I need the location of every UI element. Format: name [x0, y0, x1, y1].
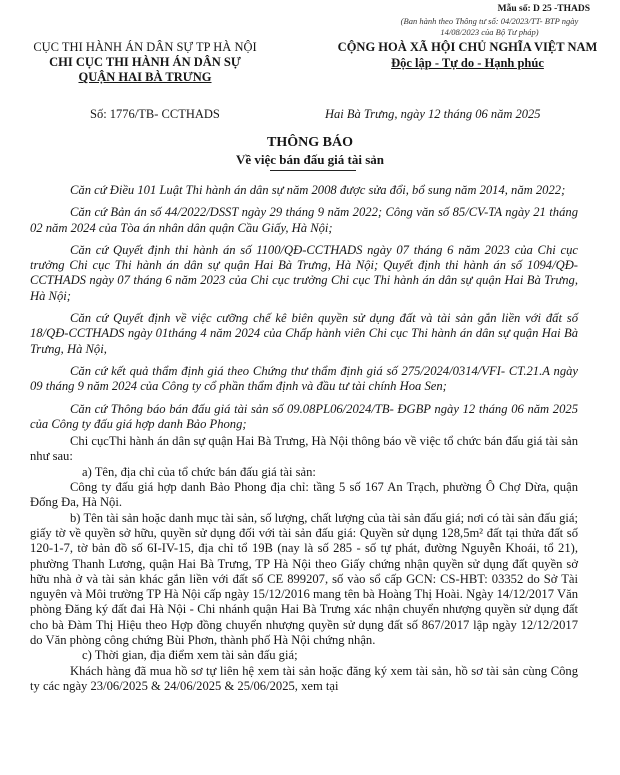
legal-basis-1: Căn cứ Điều 101 Luật Thi hành án dân sự năm 2008 được sửa đổi, bổ sung năm 2014, năm 2022; — [70, 183, 566, 197]
subtitle-divider — [270, 170, 356, 171]
notice-title: THÔNG BÁO — [267, 135, 353, 150]
document-number: Số: 1776/TB- CCTHADS — [90, 107, 220, 121]
legal-basis-4: Căn cứ Quyết định về việc cưỡng chế kê biên quyền sử dụng đất và tài sản gắn liền với đất số 18/QĐ-CCTHADS ngày 01tháng 4 năm 2024 của Chấp hành viên Chi cục Thi hành án dân sự quận Hai Bà Trưng, Hà Nội, — [30, 311, 578, 356]
notice-subtitle: Về việc bán đấu giá tài sản — [235, 152, 385, 167]
form-legal-note: (Ban hành theo Thông tư số: 04/2023/TT- BTP ngày 14/08/2023 của Bộ Tư pháp) — [400, 16, 579, 37]
section-a-text: Công ty đấu giá hợp danh Bảo Phong địa chỉ: tầng 5 số 167 An Trạch, phường Ô Chợ Dừa, quận Đống Đa, Hà Nội. — [30, 480, 578, 510]
legal-basis-3: Căn cứ Quyết định thi hành án số 1100/QĐ-CCTHADS ngày 07 tháng 6 năm 2023 của Chi cục trưởng Chi cục Thi hành án dân sự quận Hai Bà Trưng, Hà Nội; Quyết định thi hành án số 1094/QĐ-CCTHADS ngày 07 tháng 6 năm 2023 của Chi cục trưởng Chi cục Thi hành án dân sự quận Hai Bà Trưng, Hà Nội; — [30, 242, 578, 303]
section-b-text: b) Tên tài sản hoặc danh mục tài sản, số lượng, chất lượng của tài sản đấu giá; nơi có tài sản đấu giá; giấy tờ về quyền sở hữu, quyền sử dụng đối với tài sản đấu giá: Quyền sử dụng 128,5m² đất tại thửa đất số 120-1-7, tờ bản đồ số 6I-IV-15, địa chỉ tổ 19B (nay là số 285 - số tự phát, đường Nguyễn Khoái, tổ 21), phường Thanh Lương, quận Hai Bà Trưng, TP Hà Nội theo Giấy chứng nhận quyền sử dụng đất quyền sở hữu nhà ở và tài sản khác gắn liền với đất số CE 899207, số vào sổ cấp GCN: CS-HBT: 03352 do Sở Tài nguyên và Môi trường TP Hà Nội cấp ngày 15/12/2016 mang tên bà Hoàng Thị Hoài. Ngày 14/12/2017 Văn phòng Đăng ký đất đai Hà Nội - Chi nhánh quận Hai Bà Trưng xác nhận chuyển nhượng quyền sử dụng đất cho bà Đàm Thị Hiệu theo Hợp đồng chuyển nhượng quyền sử dụng đất số 867/2017 lập ngày 12/12/2017 do Văn phòng công chứng Bùi Phơn, thành phố Hà Nội chứng nhận. — [30, 510, 578, 648]
org-parent-name: CỤC THI HÀNH ÁN DÂN SỰ TP HÀ NỘI — [33, 40, 257, 54]
form-code: Mẫu số: D 25 -THADS — [497, 4, 590, 14]
intro-paragraph: Chi cụcThi hành án dân sự quận Hai Bà Trưng, Hà Nội thông báo về việc tổ chức bán đấu giá tài sản như sau: — [30, 434, 578, 464]
section-c-heading: c) Thời gian, địa điểm xem tài sản đấu giá; — [82, 648, 298, 663]
notice-body — [30, 183, 578, 694]
national-motto: Độc lập - Tự do - Hạnh phúc — [391, 56, 544, 70]
legal-basis-2: Căn cứ Bản án số 44/2022/DSST ngày 29 tháng 9 năm 2022; Công văn số 85/CV-TA ngày 21 tháng 02 năm 2024 của Tòa án nhân dân quận Cầu Giấy, Hà Nội; — [30, 205, 578, 235]
section-c-text: Khách hàng đã mua hồ sơ tự liên hệ xem tài sản hoặc đăng ký xem tài sản, hồ sơ tài sản cùng Công ty các ngày 23/06/2025 & 24/06/2025 & 25/06/2025, xem tại — [30, 663, 578, 693]
section-a-heading: a) Tên, địa chỉ của tổ chức bán đấu giá tài sản: — [82, 464, 316, 479]
org-district: QUẬN HAI BÀ TRƯNG — [78, 70, 212, 84]
legal-basis-5: Căn cứ kết quả thẩm định giá theo Chứng thư thẩm định giá số 275/2024/0314/VFI- CT.21.A ngày 09 tháng 9 năm 2024 của Công ty cổ phần thẩm định và đầu tư tài chính Hoa Sen; — [30, 363, 578, 394]
legal-basis-6: Căn cứ Thông báo bán đấu giá tài sản số 09.08PL06/2024/TB- ĐGBP ngày 12 tháng 06 năm 2025 của Công ty đấu giá hợp danh Bảo Phong; — [30, 401, 578, 431]
org-name: CHI CỤC THI HÀNH ÁN DÂN SỰ — [49, 55, 241, 69]
document-date: Hai Bà Trưng, ngày 12 tháng 06 năm 2025 — [325, 107, 541, 121]
national-title: CỘNG HOÀ XÃ HỘI CHỦ NGHĨA VIỆT NAM — [337, 40, 598, 54]
